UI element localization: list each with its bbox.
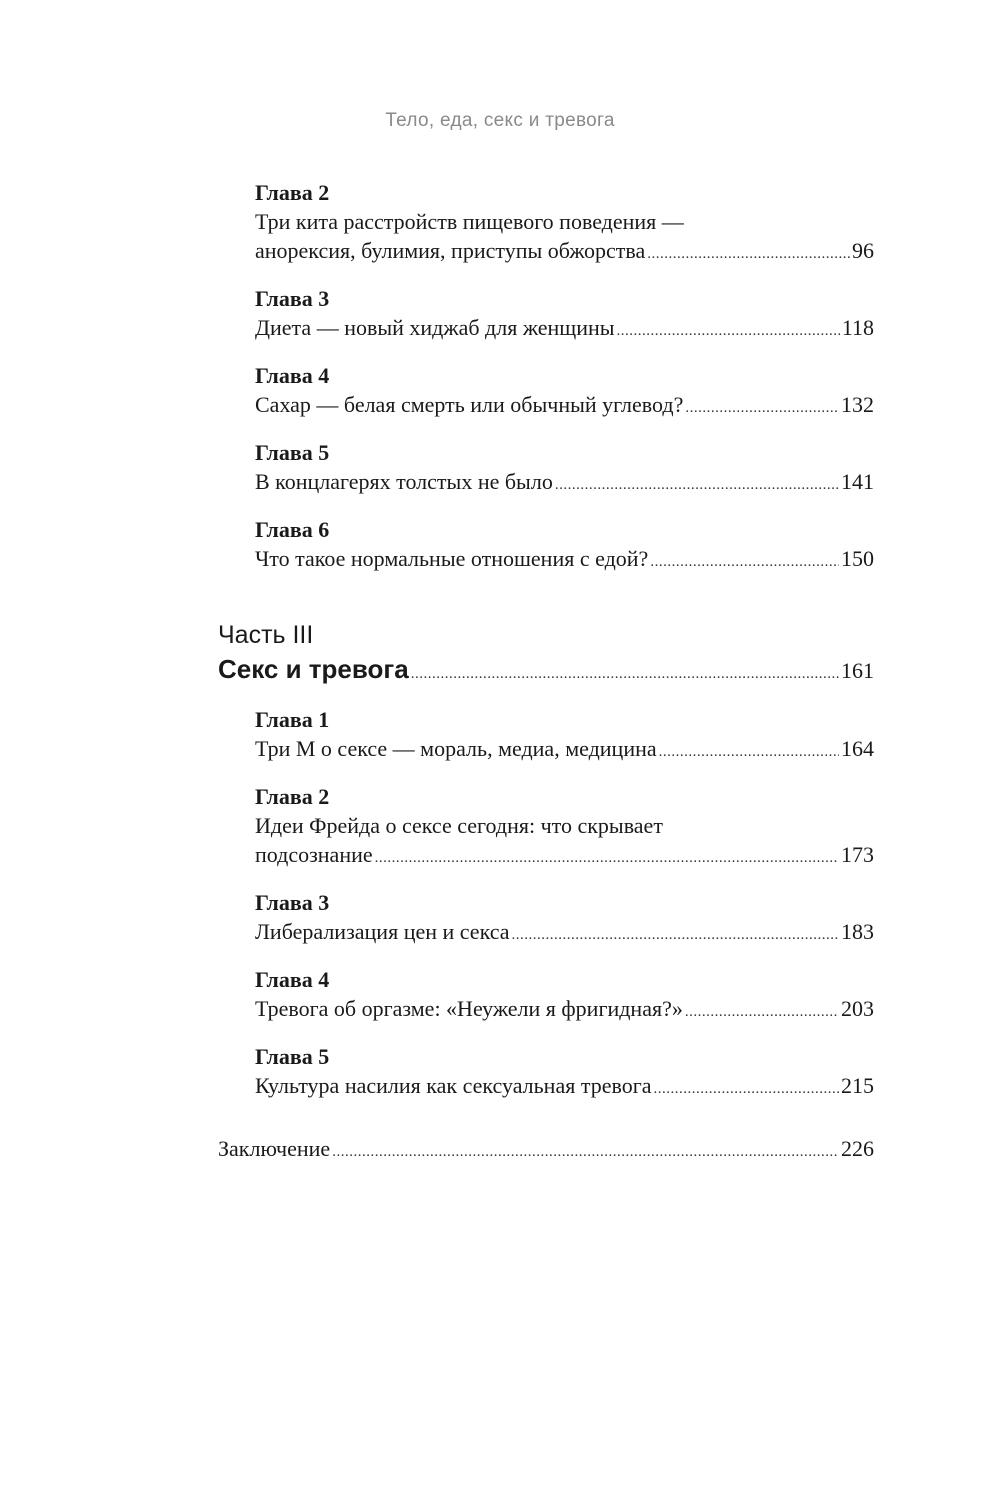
chapter-label: Глава 4 — [255, 967, 330, 992]
dot-leader — [332, 1134, 839, 1167]
page-number: 96 — [852, 238, 874, 263]
toc-chapter[interactable] — [255, 438, 874, 500]
toc-chapter[interactable] — [255, 782, 874, 873]
table-of-contents — [218, 178, 874, 1167]
chapter-title: Что такое нормальные отношения с едой? — [255, 546, 649, 571]
toc-entry — [255, 840, 874, 873]
chapter-title: Диета — новый хиджаб для женщины — [255, 315, 615, 340]
page-number: 161 — [841, 658, 874, 683]
toc-entry — [218, 652, 874, 691]
page-number: 226 — [841, 1136, 874, 1161]
toc-entry — [255, 544, 874, 577]
dot-leader — [685, 390, 839, 423]
toc-entry — [255, 313, 874, 346]
toc-chapter[interactable] — [255, 361, 874, 423]
running-head: Тело, еда, секс и тревога — [385, 110, 615, 131]
toc-chapter[interactable] — [255, 515, 874, 577]
chapter-label: Глава 5 — [255, 1044, 330, 1069]
dot-leader — [375, 840, 839, 873]
toc-entry — [218, 1134, 874, 1167]
page-number: 118 — [841, 315, 874, 340]
chapter-label: Глава 2 — [255, 784, 330, 809]
chapter-title: Культура насилия как сексуальная тревога — [255, 1073, 652, 1098]
toc-chapter[interactable] — [255, 284, 874, 346]
chapter-title: Три М о сексе — мораль, медиа, медицина — [255, 736, 657, 761]
chapter-title-line: Три кита расстройств пищевого поведения — — [255, 209, 684, 234]
toc-entry — [255, 1071, 874, 1104]
chapter-label: Глава 3 — [255, 286, 330, 311]
dot-leader — [512, 917, 839, 950]
toc-part[interactable] — [218, 619, 874, 691]
toc-entry — [255, 467, 874, 500]
page-number: 215 — [841, 1073, 874, 1098]
page-number: 203 — [841, 996, 874, 1021]
chapter-title: подсознание — [255, 842, 373, 867]
conclusion-title: Заключение — [218, 1136, 331, 1161]
page-number: 164 — [841, 736, 874, 761]
dot-leader — [411, 654, 839, 691]
chapter-label: Глава 3 — [255, 890, 330, 915]
dot-leader — [685, 994, 839, 1027]
dot-leader — [647, 236, 850, 269]
chapter-label: Глава 5 — [255, 440, 330, 465]
toc-chapter[interactable] — [255, 705, 874, 767]
dot-leader — [617, 313, 840, 346]
page-number: 173 — [841, 842, 874, 867]
chapter-label: Глава 6 — [255, 517, 330, 542]
page-number: 183 — [841, 919, 874, 944]
toc-entry — [255, 994, 874, 1027]
chapter-title: Либерализация цен и секса — [255, 919, 510, 944]
chapter-title-line: Идеи Фрейда о сексе сегодня: что скрывает — [255, 813, 663, 838]
dot-leader — [555, 467, 839, 500]
toc-chapter[interactable] — [255, 1042, 874, 1104]
toc-entry — [255, 734, 874, 767]
chapter-label: Глава 1 — [255, 707, 330, 732]
toc-entry — [255, 390, 874, 423]
toc-entry — [255, 236, 874, 269]
chapter-title: Сахар — белая смерть или обычный углевод? — [255, 392, 684, 417]
chapter-title: анорексия, булимия, приступы обжорства — [255, 238, 646, 263]
toc-conclusion[interactable] — [218, 1134, 874, 1167]
dot-leader — [659, 734, 839, 767]
chapter-label: Глава 4 — [255, 363, 330, 388]
toc-chapter[interactable] — [255, 965, 874, 1027]
page-number: 141 — [841, 469, 874, 494]
chapter-title: В концлагерях толстых не было — [255, 469, 553, 494]
chapter-label: Глава 2 — [255, 180, 330, 205]
dot-leader — [650, 544, 839, 577]
part-label: Часть III — [218, 621, 314, 649]
part-title: Секс и тревога — [218, 654, 409, 684]
toc-chapter[interactable] — [255, 888, 874, 950]
toc-chapter[interactable] — [255, 178, 874, 269]
toc-entry — [255, 917, 874, 950]
chapter-title: Тревога об оргазме: «Неужели я фригидная?» — [255, 996, 683, 1021]
page-number: 150 — [841, 546, 874, 571]
dot-leader — [654, 1071, 840, 1104]
page-number: 132 — [841, 392, 874, 417]
